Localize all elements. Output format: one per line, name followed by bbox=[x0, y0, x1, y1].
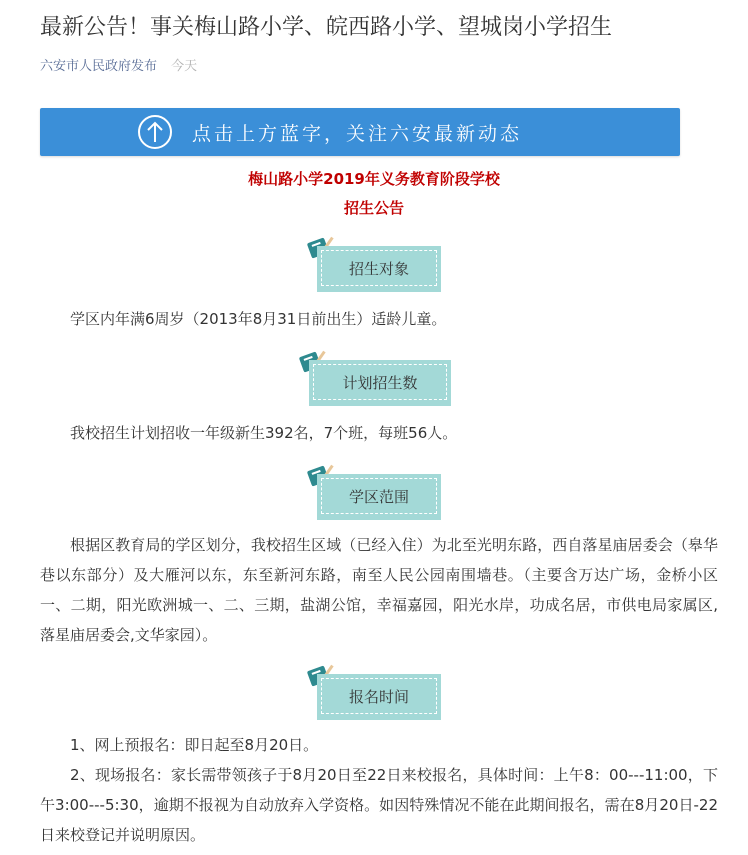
paragraph: 学区内年满6周岁（2013年8月31日前出生）适龄儿童。 bbox=[70, 310, 447, 328]
follow-banner[interactable] bbox=[40, 108, 680, 156]
arrow-up-circle-icon bbox=[138, 115, 172, 149]
section-heading-label: 学区范围 bbox=[321, 478, 437, 514]
paragraph: 根据区教育局的学区划分，我校招生区域（已经入住）为北至光明东路，西自落星庙居委会（皋华巷以东部分）及大雁河以东，东至新河东路，南至人民公园南围墙巷。（主要含万达广场，金桥小区一、二期，阳光欧洲城一、二、三期，盐湖公馆，幸福嘉园，阳光水岸，功成名居，市供电局家属区,落星庙居委会,文华家园）。 bbox=[40, 536, 718, 644]
notice-title-line2: 招生公告 bbox=[343, 199, 404, 217]
publish-date: 今天 bbox=[171, 59, 198, 74]
section-heading-school-district bbox=[305, 460, 445, 524]
paragraph: 1、网上预报名：即日起至8月20日。 bbox=[70, 736, 319, 754]
paragraph: 我校招生计划招收一年级新生392名，7个班，每班56人。 bbox=[70, 424, 458, 442]
paragraph: 2、现场报名：家长需带领孩子于8月20日至22日来校报名，具体时间：上午8：00---11:00，下午3:00---5:30，逾期不报视为自动放弃入学资格。如因特殊情况不能在此期间报名，需在8月20日-22日来校登记并说明原因。 bbox=[40, 766, 718, 844]
banner-text: 点击上方蓝字，关注六安最新动态 bbox=[191, 122, 522, 145]
section-heading-enrollment-target bbox=[305, 232, 445, 296]
article-meta bbox=[40, 58, 197, 76]
article-title: 最新公告！事关梅山路小学、皖西路小学、望城岗小学招生 bbox=[40, 15, 613, 40]
section-heading-label: 计划招生数 bbox=[313, 364, 447, 400]
section-heading-registration-time bbox=[305, 660, 445, 724]
section-heading-label: 招生对象 bbox=[321, 250, 437, 286]
section-heading-label: 报名时间 bbox=[321, 678, 437, 714]
notice-title-line1: 梅山路小学2019年义务教育阶段学校 bbox=[248, 170, 500, 188]
account-name-link[interactable]: 六安市人民政府发布 bbox=[40, 59, 158, 74]
section-heading-planned-enrollment bbox=[297, 346, 453, 410]
